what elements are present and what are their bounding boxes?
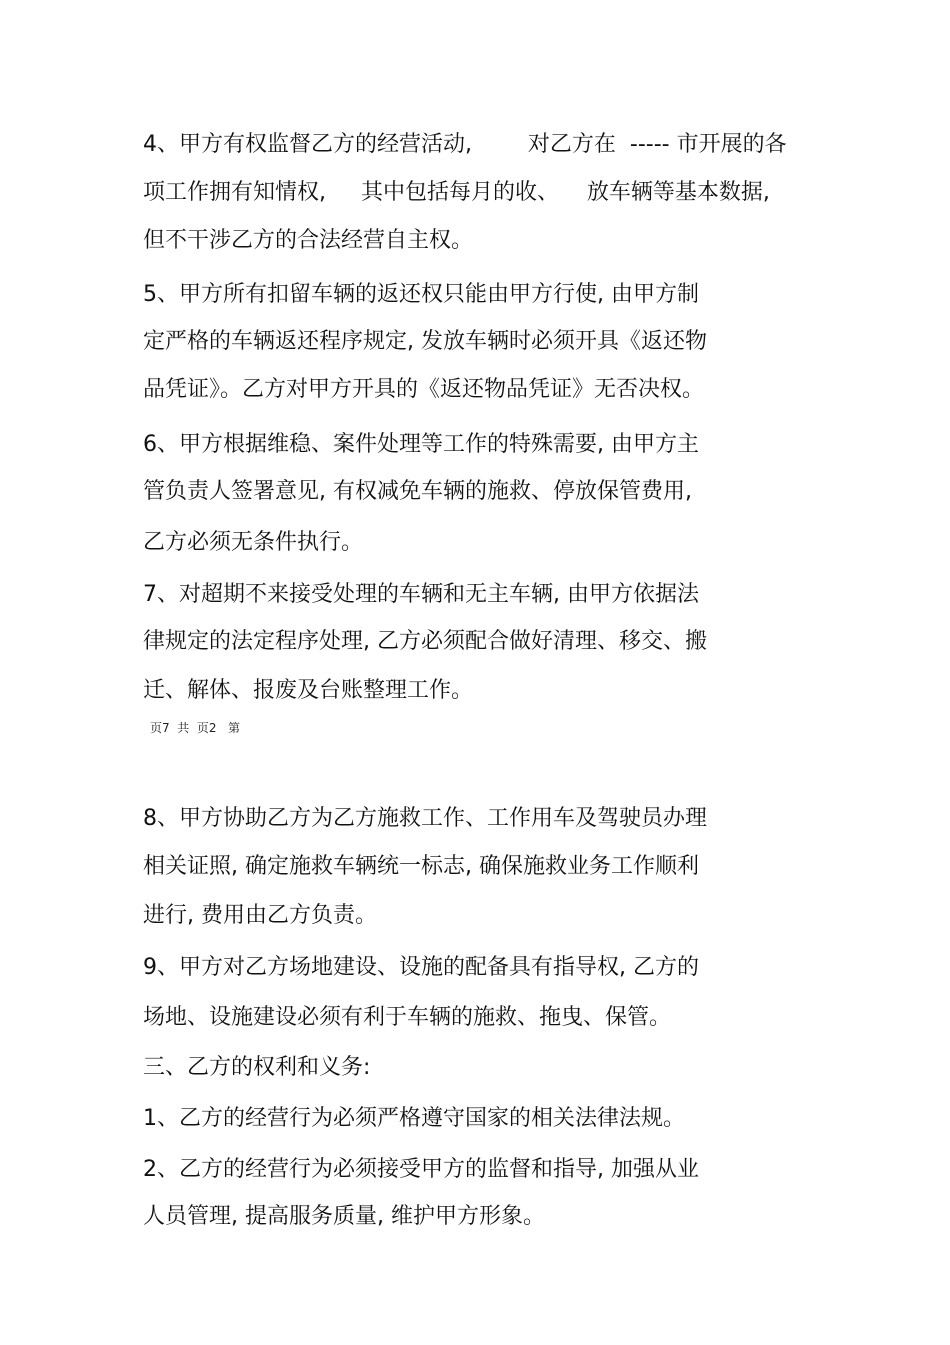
paragraph-6-line-2: 管负责人签署意见, 有权减免车辆的施救、停放保管费用, [143,479,692,504]
page-footer: 页7 共 页2 第 [150,721,240,735]
paragraph-9-line-2: 场地、设施建设必须有利于车辆的施救、拖曳、保管。 [143,1005,672,1030]
paragraph-9-line-1: 9、甲方对乙方场地建设、设施的配备具有指导权, 乙方的 [143,955,699,980]
section-heading-party-b: 三、乙方的权利和义务: [143,1055,371,1080]
paragraph-5-line-1: 5、甲方所有扣留车辆的返还权只能由甲方行使, 由甲方制 [143,282,699,307]
paragraph-6-line-1: 6、甲方根据维稳、案件处理等工作的特殊需要, 由甲方主 [143,432,699,457]
paragraph-7-line-3: 迁、解体、报废及台账整理工作。 [143,678,474,703]
paragraph-6-line-3: 乙方必须无条件执行。 [143,530,364,555]
paragraph-8-line-1: 8、甲方协助乙方为乙方施救工作、工作用车及驾驶员办理 [143,806,707,831]
item-2-line-1: 2、乙方的经营行为必须接受甲方的监督和指导, 加强从业 [143,1157,699,1182]
item-1-line-1: 1、乙方的经营行为必须严格遵守国家的相关法律法规。 [143,1106,685,1131]
paragraph-7-line-2: 律规定的法定程序处理, 乙方必须配合做好清理、移交、搬 [143,629,707,654]
paragraph-5-line-2: 定严格的车辆返还程序规定, 发放车辆时必须开具《返还物 [143,329,707,354]
paragraph-5-line-3: 品凭证》。乙方对甲方开具的《返还物品凭证》无否决权。 [143,377,705,402]
paragraph-4-line-1: 4、甲方有权监督乙方的经营活动, 对乙方在 ----- 市开展的各 [143,132,787,157]
paragraph-7-line-1: 7、对超期不来接受处理的车辆和无主车辆, 由甲方依据法 [143,582,699,607]
paragraph-4-line-3: 但不干涉乙方的合法经营自主权。 [143,228,474,253]
item-2-line-2: 人员管理, 提高服务质量, 维护甲方形象。 [143,1204,545,1229]
paragraph-4-line-2: 项工作拥有知情权, 其中包括每月的收、 放车辆等基本数据, [143,180,770,205]
paragraph-8-line-2: 相关证照, 确定施救车辆统一标志, 确保施救业务工作顺利 [143,854,699,879]
paragraph-8-line-3: 进行, 费用由乙方负责。 [143,903,377,928]
